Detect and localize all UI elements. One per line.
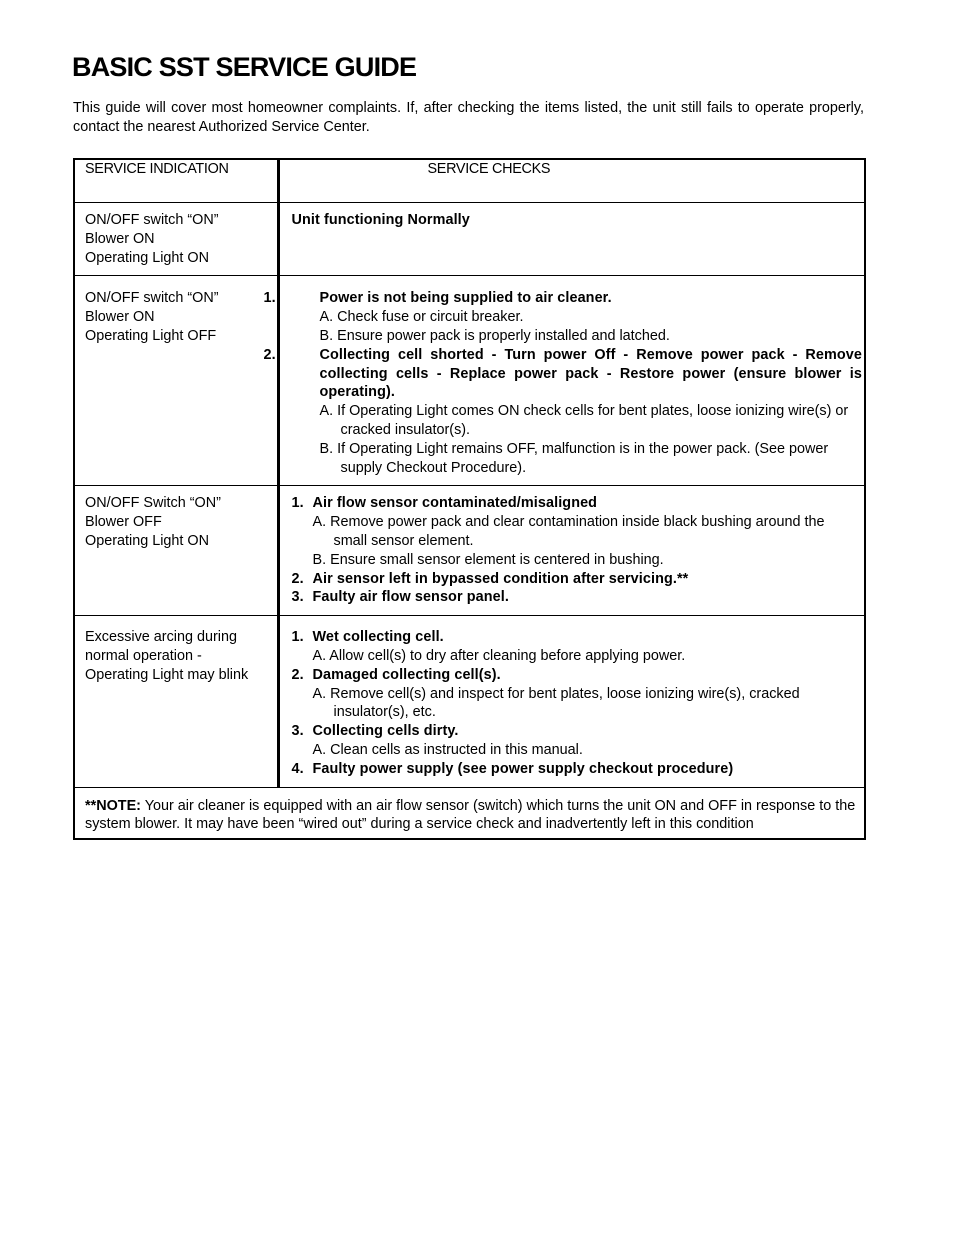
indication-line: Operating Light may blink bbox=[85, 666, 249, 683]
check-item: 3. Collecting cells dirty. bbox=[291, 723, 459, 740]
indication-line: Operating Light ON bbox=[85, 532, 209, 549]
table-row bbox=[74, 486, 865, 616]
check-item: 4. Faulty power supply (see power supply checkout procedure) bbox=[291, 760, 734, 777]
check-item: 1. Power is not being supplied to air cleaner. bbox=[263, 290, 612, 307]
indication-line: Blower ON bbox=[85, 309, 155, 326]
check-item: 2. Damaged collecting cell(s). bbox=[291, 666, 501, 683]
check-subitem: A. Remove cell(s) and inspect for bent plates, loose ionizing wire(s), cracked insulator(s), etc. bbox=[312, 685, 800, 721]
check-item: 2. Collecting cell shorted - Turn power Off - Remove power pack - Remove collecting cells - Replace power pack - Restore power (ensure blower is operating). bbox=[263, 346, 862, 401]
indication-line: Excessive arcing during bbox=[85, 629, 237, 646]
intro-paragraph: This guide will cover most homeowner complaints. If, after checking the items listed, the unit still fails to operate properly, contact the nearest Authorized Service Center. bbox=[73, 100, 864, 135]
check-item: 1. Air flow sensor contaminated/misaligned bbox=[291, 495, 598, 512]
check-subitem: A. Remove power pack and clear contamination inside black bushing around the small sensor element. bbox=[312, 514, 825, 549]
note-cell bbox=[74, 787, 865, 839]
header-service-checks: SERVICE CHECKS bbox=[278, 159, 865, 203]
check-item: 1. Wet collecting cell. bbox=[291, 629, 444, 646]
checks-cell bbox=[278, 616, 865, 787]
check-subitem: B. Ensure power pack is properly installed and latched. bbox=[319, 327, 670, 344]
header-service-indication: SERVICE INDICATION bbox=[74, 159, 278, 203]
check-item: 3. Faulty air flow sensor panel. bbox=[291, 589, 509, 606]
note-label: **NOTE: bbox=[85, 797, 141, 814]
indication-cell bbox=[74, 203, 278, 276]
service-guide-table bbox=[73, 158, 866, 840]
check-subitem: B. Ensure small sensor element is centered in bushing. bbox=[312, 551, 664, 568]
indication-cell bbox=[74, 276, 278, 486]
check-subitem: A. Clean cells as instructed in this manual. bbox=[312, 741, 583, 758]
checks-cell bbox=[278, 486, 865, 616]
table-row bbox=[74, 276, 865, 486]
indication-line: Operating Light OFF bbox=[85, 327, 217, 344]
check-subitem: A. Allow cell(s) to dry after cleaning before applying power. bbox=[312, 647, 686, 664]
indication-line: Operating Light ON bbox=[85, 249, 209, 266]
table-row bbox=[74, 203, 865, 276]
indication-line: ON/OFF Switch “ON” bbox=[85, 495, 221, 512]
indication-line: ON/OFF switch “ON” bbox=[85, 290, 219, 307]
check-subitem: A. Check fuse or circuit breaker. bbox=[319, 309, 524, 326]
table-row bbox=[74, 616, 865, 787]
indication-line: Blower OFF bbox=[85, 514, 162, 531]
indication-cell bbox=[74, 616, 278, 787]
page-title: BASIC SST SERVICE GUIDE bbox=[72, 52, 417, 82]
check-heading: Unit functioning Normally bbox=[291, 212, 470, 228]
indication-cell bbox=[74, 486, 278, 616]
check-subitem: B. If Operating Light remains OFF, malfunction is in the power pack. (See power supply Checkout Procedure). bbox=[319, 440, 829, 476]
check-subitem: A. If Operating Light comes ON check cells for bent plates, loose ionizing wire(s) or cracked insulator(s). bbox=[319, 403, 849, 438]
note-row bbox=[74, 787, 865, 839]
indication-line: Blower ON bbox=[85, 230, 155, 247]
indication-line: ON/OFF switch “ON” bbox=[85, 212, 219, 228]
check-item: 2. Air sensor left in bypassed condition after servicing.** bbox=[291, 570, 689, 587]
note-text: Your air cleaner is equipped with an air flow sensor (switch) which turns the unit ON and OFF in response to the system blower. It may have been “wired out” during a service check and inadvertently left in this condition bbox=[85, 797, 856, 833]
indication-line: normal operation - bbox=[85, 647, 202, 664]
checks-cell bbox=[263, 276, 865, 486]
checks-cell bbox=[278, 203, 865, 276]
table-header-row bbox=[74, 159, 865, 203]
